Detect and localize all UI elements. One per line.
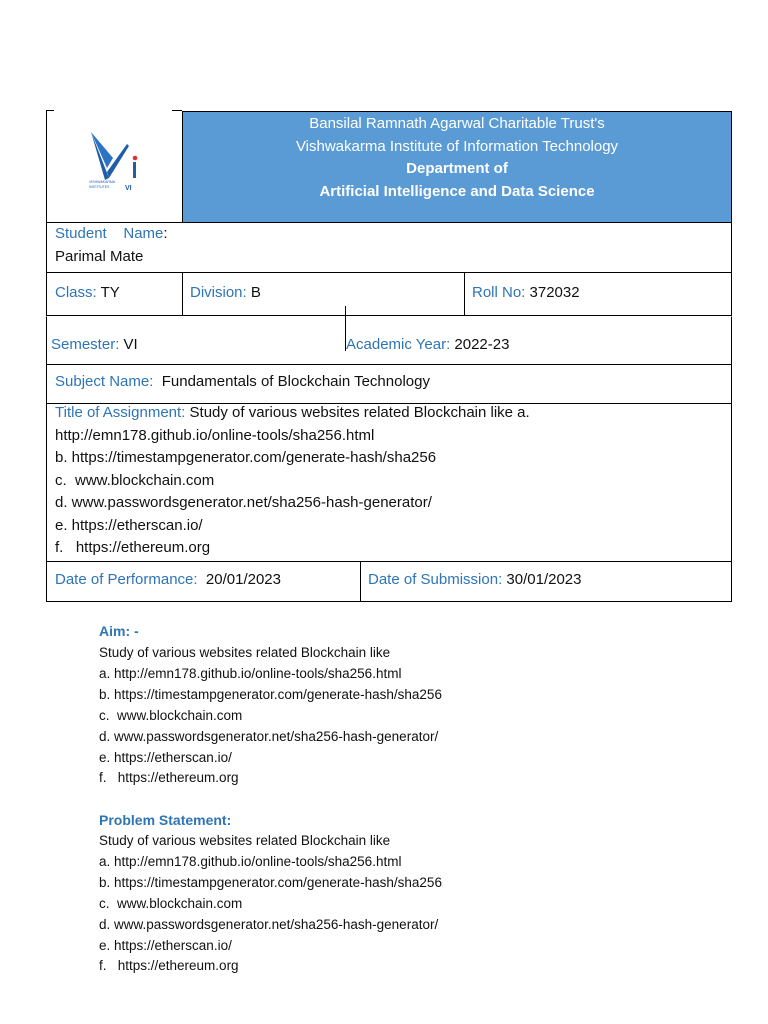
logo-text-2: INSTITUTES: [89, 185, 110, 189]
logo-text-1: VISHWAKARMA: [89, 180, 116, 184]
aim-heading: Aim: -: [99, 623, 139, 639]
aim-line: f. https://ethereum.org: [99, 770, 239, 786]
semester-row: [46, 316, 732, 365]
student-name-label: Student Name: [55, 225, 164, 242]
problem-line: f. https://ethereum.org: [99, 958, 239, 974]
institute-logo-cell: [46, 110, 182, 223]
institute-logo: [47, 110, 181, 222]
aim-line: e. https://etherscan.io/: [99, 749, 232, 765]
subject-value: Fundamentals of Blockchain Technology: [161, 373, 430, 390]
problem-line: e. https://etherscan.io/: [99, 937, 232, 953]
assignment-row: [46, 404, 732, 562]
semester-value: VI: [123, 336, 138, 353]
aim-line: d. www.passwordsgenerator.net/sha256-hash-generator/: [99, 728, 439, 744]
semester-label: Semester:: [51, 336, 120, 353]
roll-value: 372032: [529, 284, 580, 301]
performance-label: Date of Performance:: [55, 571, 198, 588]
submission-label: Date of Submission:: [368, 571, 503, 588]
department-name: Artificial Intelligence and Data Science: [319, 182, 595, 200]
assignment-block: [55, 402, 530, 560]
performance-cell: [47, 562, 361, 601]
subject-label: Subject Name:: [55, 373, 154, 390]
student-name-value: Parimal Mate: [55, 248, 144, 265]
aim-line: c. www.blockchain.com: [99, 707, 243, 723]
assignment-line: b. https://timestampgenerator.com/generate-hash/sha256: [55, 449, 437, 466]
roll-label: Roll No:: [472, 284, 526, 301]
department-line: Department of: [406, 160, 508, 177]
institute-name: Vishwakarma Institute of Information Technology: [295, 137, 619, 155]
assignment-line: http://emn178.github.io/online-tools/sha256.html: [55, 426, 375, 444]
problem-line: c. www.blockchain.com: [99, 895, 243, 911]
division-cell: [183, 273, 465, 315]
problem-heading: Problem Statement:: [99, 812, 232, 828]
class-label: Class:: [55, 284, 97, 301]
academic-year-value: 2022-23: [454, 336, 510, 353]
class-cell: [47, 273, 183, 315]
problem-line: d. www.passwordsgenerator.net/sha256-hash-generator/: [99, 916, 439, 932]
assignment-line1: Study of various websites related Blockchain like a.: [189, 404, 530, 421]
performance-value: 20/01/2023: [205, 571, 281, 588]
student-name-label-group: [55, 225, 168, 242]
student-name-row: [46, 223, 732, 273]
class-row: [46, 273, 732, 316]
submission-cell: [361, 562, 731, 601]
logo-mark: VI: [125, 185, 132, 192]
subject-row: [46, 365, 732, 404]
problem-body: [99, 831, 442, 977]
aim-line: b. https://timestampgenerator.com/generate-hash/sha256: [99, 686, 442, 702]
class-value: TY: [100, 284, 120, 301]
aim-line: Study of various websites related Blockchain like: [99, 645, 391, 660]
trust-name: Bansilal Ramnath Agarwal Charitable Trust's: [309, 115, 605, 132]
division-label: Division:: [190, 284, 247, 301]
problem-line: Study of various websites related Blockchain like: [99, 833, 391, 848]
assignment-line: e. https://etherscan.io/: [55, 516, 203, 534]
academic-year-label: Academic Year:: [346, 336, 451, 353]
assignment-line: c. www.blockchain.com: [55, 471, 215, 489]
aim-body: [99, 643, 442, 789]
division-value: B: [250, 284, 261, 301]
student-name-colon: :: [163, 225, 168, 242]
problem-line: a. http://emn178.github.io/online-tools/sha256.html: [99, 853, 402, 869]
assignment-line: d. www.passwordsgenerator.net/sha256-hash-generator/: [55, 494, 432, 511]
roll-cell: [465, 273, 731, 315]
problem-line: b. https://timestampgenerator.com/generate-hash/sha256: [99, 874, 442, 890]
dates-row: [46, 562, 732, 602]
submission-value: 30/01/2023: [506, 571, 582, 588]
institute-header: [182, 111, 732, 223]
assignment-label: Title of Assignment:: [55, 404, 186, 421]
assignment-line: f. https://ethereum.org: [55, 539, 211, 556]
aim-line: a. http://emn178.github.io/online-tools/sha256.html: [99, 665, 402, 681]
